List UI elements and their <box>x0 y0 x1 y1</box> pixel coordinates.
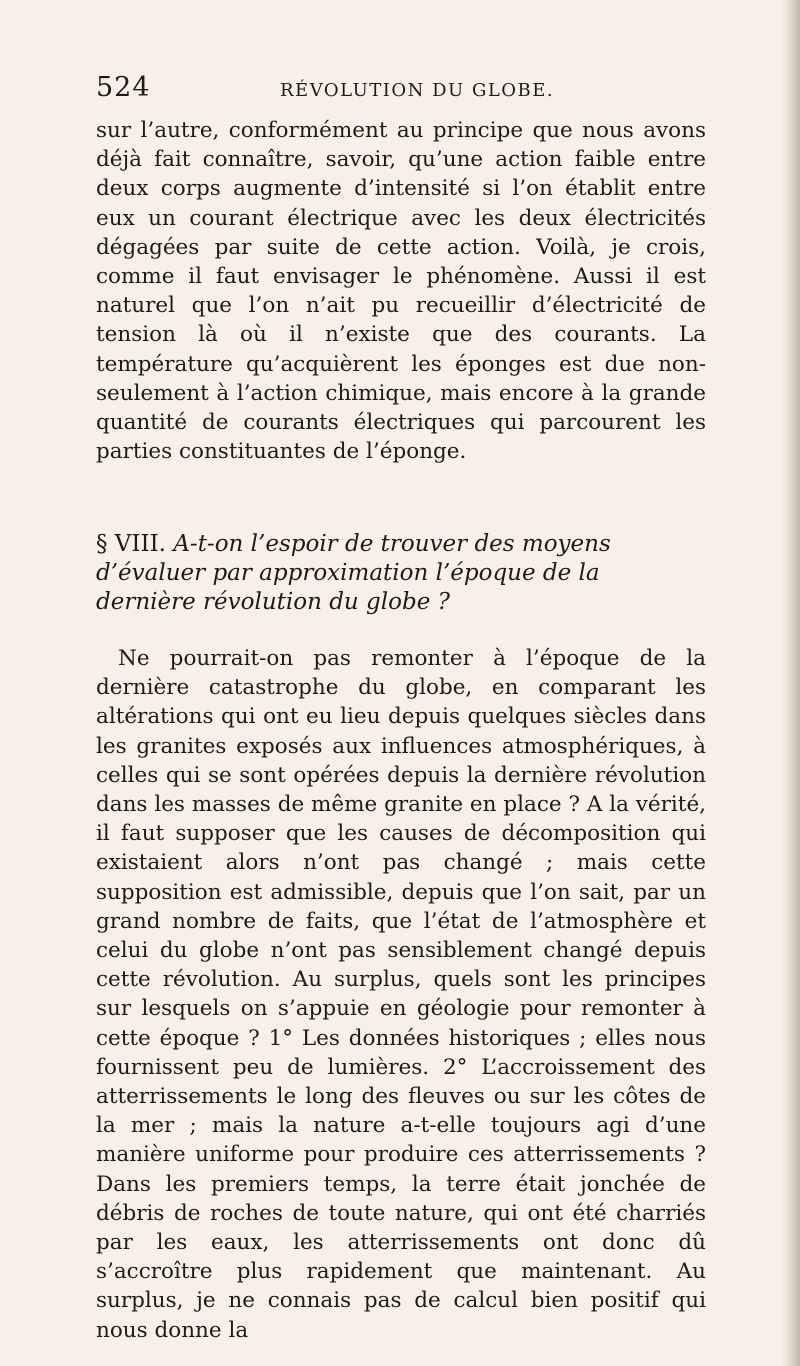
section-title: A-t-on l’espoir de trouver des moyens d’évaluer par approximation l’époque de la dernière révolution du globe ? <box>96 531 611 615</box>
page-number: 524 <box>96 72 151 103</box>
page-header <box>96 72 716 112</box>
section-heading <box>96 530 706 617</box>
running-title: RÉVOLUTION DU GLOBE. <box>280 80 555 101</box>
paragraph-two-text: Ne pourrait-on pas remonter à l’époque de la dernière catastrophe du globe, en comparant les altérations qui ont eu lieu depuis quelques siècles dans les granites exposés aux influences atmosphériques, à celles qui se sont opérées depuis la dernière révolution dans les masses de même granite en place ? A la vérité, il faut supposer que les causes de décomposition qui existaient alors n’ont pas changé ; mais cette supposition est admissible, depuis que l’on sait, par un grand nombre de faits, que l’état de l’atmosphère et celui du globe n’ont pas sensiblement changé depuis cette révolution. Au surplus, quels sont les principes sur lesquels on s’appuie en géologie pour remonter à cette époque ? 1° Les données historiques ; elles nous fournissent peu de lumières. 2° L’accroissement des atterrissements le long des fleuves ou sur les côtes de la mer ; mais la nature a-t-elle toujours agi d’une manière uniforme pour produire ces atterrissements ? Dans les premiers temps, la terre était jonchée de débris de roches de toute nature, qui ont été charriés par les eaux, les atterrissements ont donc dû s’accroître plus rapidement que maintenant. Au surplus, je ne connais pas de calcul bien positif qui nous donne la <box>96 646 706 1343</box>
paragraph-one-text: sur l’autre, conformément au principe que nous avons déjà fait connaître, savoir, qu’une action faible entre deux corps augmente d’intensité si l’on établit entre eux un courant électrique avec les deux électricités dégagées par suite de cette action. Voilà, je crois, comme il faut envisager le phénomène. Aussi il est naturel que l’on n’ait pu recueillir d’électricité de tension là où il n’existe que des courants. La température qu’acquièrent les éponges est due non-seulement à l’action chimique, mais encore à la grande quantité de courants électriques qui parcourent les parties constituantes de l’éponge. <box>96 118 706 465</box>
paragraph-one <box>96 116 706 466</box>
page-edge-shadow <box>782 0 800 1366</box>
section-number: § VIII. <box>96 531 166 557</box>
paragraph-two <box>96 644 706 1345</box>
